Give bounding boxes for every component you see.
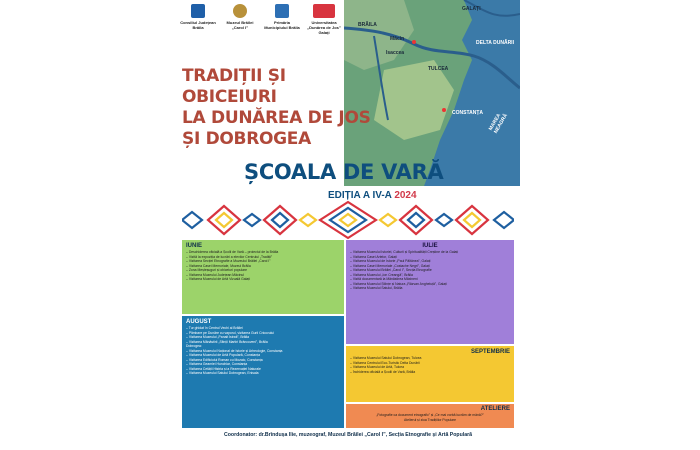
list-item: – Vizitarea Centrului Eco-Turistic Delta Dunării <box>350 360 420 365</box>
list-item: – Vizitarea Muzeului Satului Dobrogean, Enisala <box>186 371 259 375</box>
map-label-constanta: CONSTANȚA <box>452 110 484 116</box>
list-item: – Vizitarea Muzeului de Istorie „Paul Păltânea”, Galați <box>350 259 431 263</box>
edition-text: EDIȚIA A IV-A <box>328 190 392 201</box>
list-item: – Zona Meșteșuguri și obiceiuri populare <box>186 268 248 272</box>
section-august <box>182 316 344 428</box>
list-item: Dobrogea: <box>186 344 202 348</box>
poster-subtitle: ȘCOALA DE VARĂ <box>244 160 444 184</box>
embroidery-pattern-icon <box>182 200 514 240</box>
map-label-macin: Măcin <box>390 36 405 42</box>
section-heading: IUNIE <box>186 243 203 249</box>
list-item: – Vizitarea Casei Artelor, Galați <box>350 254 397 259</box>
map-label-braila: BRĂILA <box>358 22 377 28</box>
list-item: – Vizitarea Casei Memoriale, Muzeul Brăila <box>186 263 251 268</box>
title-line-1: TRADIȚII ȘI OBICEIURI <box>182 66 286 107</box>
list-item: – Vizitarea Mănăstirii „Sfinții Martiri Brâncoveni”, Brăila <box>186 339 268 344</box>
list-item: – Vizitarea Muzeului de Artă Vizuală Galați <box>186 277 250 281</box>
activity-list <box>350 250 510 291</box>
list-item: – Vizitarea Muzeului Brăilei „Carol I”, Secția Etnografie <box>350 268 432 272</box>
university-logo-icon <box>313 4 335 18</box>
list-item: – Deschiderea oficială a Școlii de Vară – proiectul de la Brăila <box>186 250 279 254</box>
city-crest-icon <box>275 4 289 18</box>
logo-primaria <box>262 4 302 30</box>
section-heading: ATELIERE <box>480 406 510 412</box>
coordinator-footer: Coordonator: dr.Brîndușa Ilie, muzeograf, Muzeul Brăilei „Carol I”, Secția Etnografie și Artă Populară <box>224 432 472 438</box>
list-item: – Vizitarea Muzeului „Ion Creangă”, Brăila <box>350 272 413 277</box>
title-line-2: LA DUNĂREA DE JOS <box>182 108 371 128</box>
map-label-galati: GALAȚI <box>462 6 481 12</box>
map-label-delta: DELTA DUNĂRII <box>476 40 514 46</box>
folk-pattern-band <box>182 200 514 240</box>
list-item: – Închiderea oficială a Școlii de Vară, Brăila <box>350 369 416 374</box>
logo-label: Consiliul Județean Brăila <box>180 20 216 30</box>
section-ateliere <box>346 404 514 428</box>
list-item: „Fotografie ca document etnografic” și „Ce mai vorbă lucrăm de mână?” <box>376 413 484 417</box>
logos-row <box>176 4 344 48</box>
list-item: – Vizitarea Edificiului Roman cu Mozaic, Constanța <box>186 357 263 362</box>
activity-list <box>350 413 510 422</box>
list-item: – Vizitarea Muzeului „Panait Istrati”, Brăila <box>186 335 250 339</box>
poster <box>176 0 520 450</box>
title-line-3: ȘI DOBROGEA <box>182 129 311 149</box>
list-item: – Vizitarea Muzeului Istoriei, Culturii și Spiritualității Creștine de la Galați <box>350 250 459 254</box>
section-iulie <box>346 240 514 344</box>
logo-universitatea <box>304 4 344 35</box>
section-heading: AUGUST <box>186 319 212 325</box>
list-item: – Vizită la expoziția de lucrări a elevilor Centrului „Tradiții” <box>186 254 273 259</box>
map-label-tulcea: TULCEA <box>428 66 449 72</box>
edition-year: 2024 <box>394 190 417 201</box>
list-item: – Vizitarea Muzeului de Artă, Tulcea <box>350 365 405 369</box>
list-item: – Vizitarea Muzeului Național de Istorie și Arheologie, Constanța <box>186 348 283 353</box>
activity-list <box>186 326 340 376</box>
section-septembrie <box>346 346 514 402</box>
list-item: – Vizitarea Muzeului Județean Măcinul <box>186 272 244 277</box>
logo-label: Universitatea „Dunărea de Jos” Galați <box>307 20 341 35</box>
list-item: – Vizitarea Muzeului Satului Dobrogean, Tulcea <box>350 356 422 360</box>
activity-list <box>186 250 340 282</box>
list-item: – Vizitarea Cetății Histria și a Rezervației Naturale <box>186 366 261 371</box>
list-item: – Plimbare pe Dunăre cu vaporul, vizitarea Gurii Cricovului <box>186 330 275 335</box>
list-item: – Vizitarea Casei Memoriale „Costache Negri”, Galați <box>350 263 430 268</box>
list-item: Atelierul și ziua Tradițiilor Populare <box>403 417 456 422</box>
list-item: – Vizitarea Geamiei Hunchiar, Constanța <box>186 362 248 366</box>
list-item: – Vizitarea Muzeului Științe și Natura „Răzvan Angheluță”, Galați <box>350 281 447 286</box>
activity-list <box>350 356 510 374</box>
list-item: – Vizită documentară la Mănăstirea Măxineni <box>350 277 418 281</box>
map-label-isaccea: Isaccea <box>386 50 405 56</box>
list-item: – Tur ghidat în Centrul Vechi al Brăilei <box>186 326 243 330</box>
list-item: – Vizitarea Secției Etnografie a Muzeului Brăilei „Carol I” <box>186 259 271 263</box>
logo-label: Muzeul Brăilei „Carol I” <box>226 20 254 30</box>
logo-consiliul-judetean <box>178 4 218 30</box>
county-crest-icon <box>191 4 205 18</box>
section-heading: SEPTEMBRIE <box>470 349 510 355</box>
list-item: – Vizitarea Muzeului Satului, Brăila <box>350 286 403 290</box>
list-item: – Vizitarea Muzeului de Artă Populară, Constanța <box>186 353 261 357</box>
section-iunie <box>182 240 344 314</box>
museum-crest-icon <box>233 4 247 18</box>
section-heading: IULIE <box>422 243 438 249</box>
logo-label: Primăria Municipiului Brăila <box>264 20 300 30</box>
logo-muzeul-brailei <box>220 4 260 30</box>
poster-title <box>182 66 382 150</box>
map-label-marea-neagra: MAREA NEAGRĂ <box>487 112 510 135</box>
